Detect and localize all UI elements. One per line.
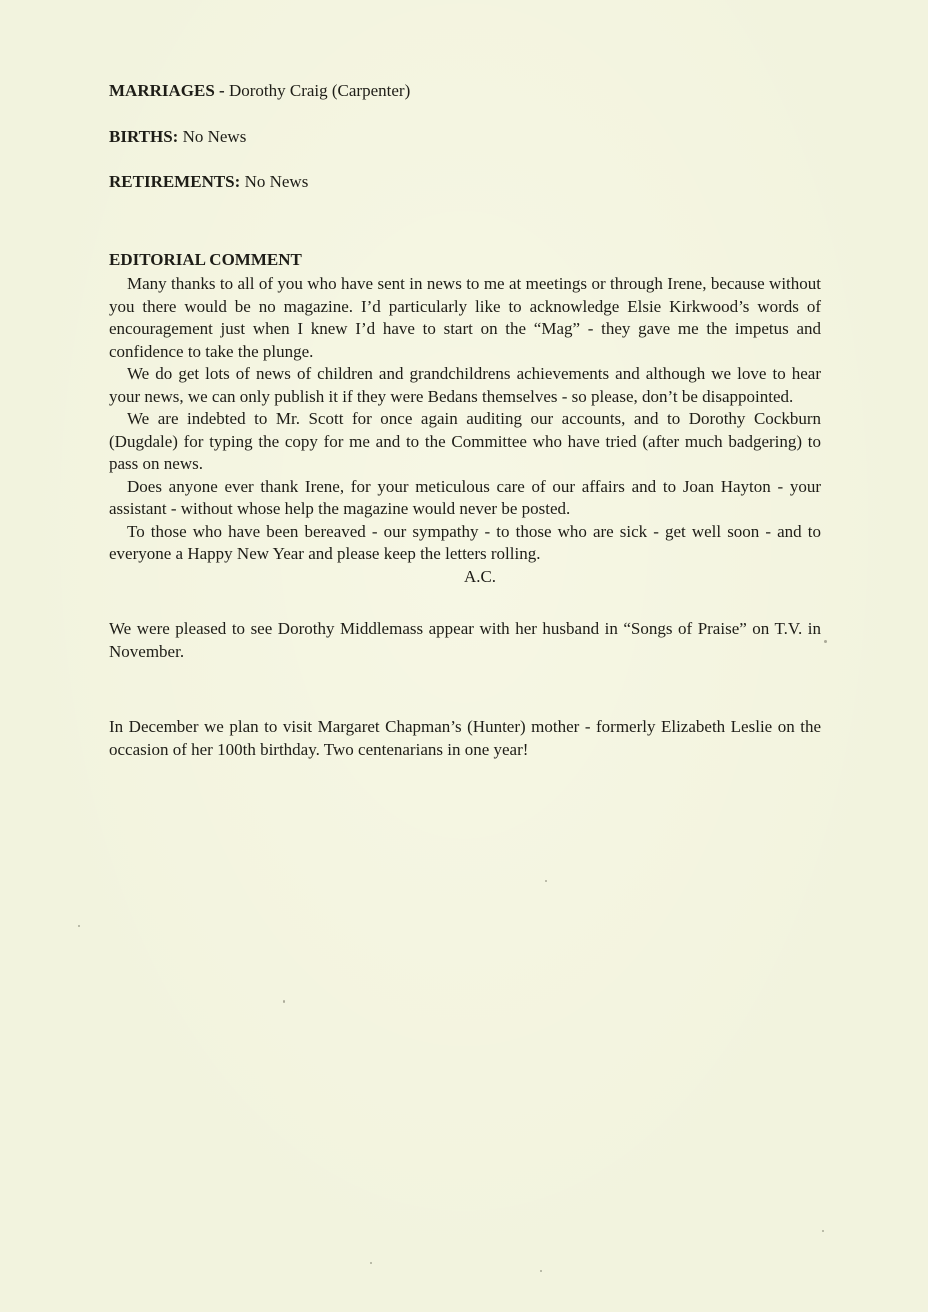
editorial-signature: A.C. [463, 566, 497, 586]
retirements-line [109, 171, 821, 194]
retirements-label: RETIREMENTS: [109, 172, 241, 191]
births-line [109, 126, 821, 149]
editorial-paragraph: Many thanks to all of you who have sent in news to me at meetings or through Irene, because without you there would be no magazine. I’d particularly like to acknowledge Elsie Kirkwood’s words of encouragement just when I knew I’d have to start on the “Mag” - they gave me the impetus and confidence to take the plunge. [109, 274, 821, 361]
editorial-paragraph: Does anyone ever thank Irene, for your meticulous care of our affairs and to Joan Hayton - your assistant - without whose help the magazine would never be posted. [109, 476, 821, 518]
paper-speck [545, 880, 547, 882]
paper-speck [370, 1262, 372, 1264]
retirements-text: No News [244, 172, 309, 191]
paper-speck [540, 1270, 542, 1272]
births-text: No News [182, 126, 247, 146]
paper-speck [822, 1230, 824, 1232]
editorial-paragraph: To those who have been bereaved - our sympathy - to those who are sick - get well soon - and to everyone a Happy New Year and please keep the letters rolling. [109, 521, 821, 563]
editorial-paragraph: We are indebted to Mr. Scott for once again auditing our accounts, and to Dorothy Cockburn (Dugdale) for typing the copy for me and to the Committee who have tried (after much badgering) to pass on news. [109, 409, 821, 473]
note-songs-of-praise: We were pleased to see Dorothy Middlemass appear with her husband in “Songs of Praise” on T.V. in November. [109, 619, 821, 661]
marriages-line [109, 80, 821, 103]
births-label: BIRTHS: [109, 126, 179, 146]
marriages-text: Dorothy Craig (Carpenter) [228, 81, 411, 100]
paper-speck [78, 925, 80, 927]
marriages-label: MARRIAGES - [109, 81, 225, 100]
paper-speck [283, 1000, 285, 1003]
editorial-paragraph: We do get lots of news of children and grandchildrens achievements and although we love to hear your news, we can only publish it if they were Bedans themselves - so please, don’t be disappointed. [109, 364, 821, 406]
editorial-heading: EDITORIAL COMMENT [109, 249, 302, 269]
document-content [109, 80, 821, 761]
paper-speck [824, 640, 827, 643]
note-centenarian-visit: In December we plan to visit Margaret Chapman’s (Hunter) mother - formerly Elizabeth Leslie on the occasion of her 100th birthday. Two centenarians in one year! [109, 717, 821, 759]
